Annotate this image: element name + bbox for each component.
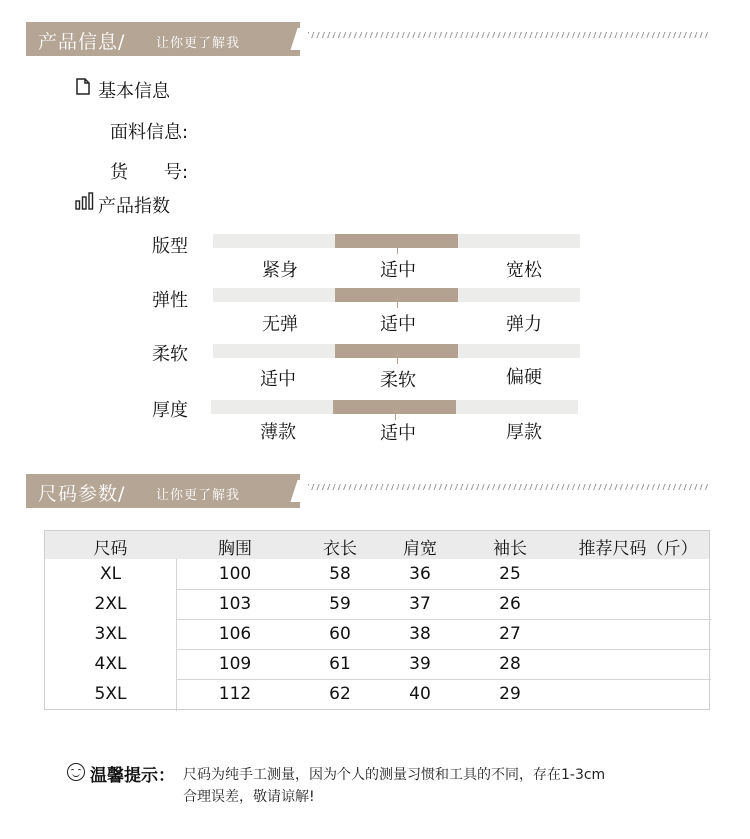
table-header-cell: 胸围 [218,539,252,559]
table-cell: 37 [409,594,431,614]
table-cell: 61 [329,654,351,674]
index-option: 适中 [380,423,416,444]
table-cell: 2XL [94,594,127,614]
table-header-cell: 袖长 [493,539,527,559]
smiley-icon [67,763,85,781]
table-cell: 59 [329,594,351,614]
table-cell: 29 [499,684,521,704]
index-row-label: 弹性 [152,290,188,311]
index-option: 无弹 [262,314,298,335]
index-option: 紧身 [262,260,298,281]
fabric-info-label: 面料信息: [110,122,189,143]
index-row-label: 版型 [152,236,188,257]
index-option: 适中 [380,260,416,281]
index-option: 宽松 [506,260,542,281]
table-cell: 26 [499,594,521,614]
table-cell: XL [99,564,122,584]
table-cell: 100 [218,564,252,584]
index-option: 弹力 [506,314,542,335]
index-option: 适中 [260,369,296,390]
size-table [44,530,710,710]
index-selected-segment [335,288,458,302]
basic-info-heading: 基本信息 [98,81,170,102]
banner-divider [308,32,710,38]
table-cell: 40 [409,684,431,704]
table-cell: 58 [329,564,351,584]
banner-divider [308,484,710,490]
document-icon [76,78,90,95]
table-cell: 39 [409,654,431,674]
table-cell: 28 [499,654,521,674]
table-cell: 106 [218,624,252,644]
index-selected-segment [333,400,456,414]
table-cell: 3XL [94,624,127,644]
table-cell: 60 [329,624,351,644]
index-option: 薄款 [260,422,296,443]
tip-text-line1: 尺码为纯手工测量，因为个人的测量习惯和工具的不同，存在1-3cm [183,767,606,783]
table-cell: 38 [409,624,431,644]
product-index-heading: 产品指数 [98,196,170,217]
table-cell: 5XL [94,684,127,704]
index-row-label: 厚度 [152,400,188,421]
banner-subtitle: 让你更了解我 [156,36,241,51]
table-cell: 62 [329,684,351,704]
section-banner-size [26,474,300,508]
table-header-cell: 肩宽 [403,539,437,559]
index-row-label: 柔软 [152,344,188,365]
index-bar [213,344,580,358]
table-cell: 109 [218,654,252,674]
banner-title: 尺码参数/ [38,483,126,505]
table-cell: 112 [218,684,252,704]
index-option: 柔软 [380,370,416,391]
index-option: 厚款 [506,422,542,443]
index-selected-segment [335,234,458,248]
index-bar [213,288,580,302]
index-option: 适中 [380,314,416,335]
index-selected-segment [335,344,458,358]
index-option: 偏硬 [506,367,542,388]
table-cell: 4XL [94,654,127,674]
item-number-label: 货 号: [110,162,189,183]
bar-chart-icon [75,192,95,210]
table-header-cell: 推荐尺码（斤） [578,539,698,559]
table-cell: 103 [218,594,252,614]
table-cell: 27 [499,624,521,644]
banner-title: 产品信息/ [38,31,126,53]
index-bar [211,400,578,414]
table-header-cell: 尺码 [93,539,128,559]
tip-label: 温馨提示： [90,766,175,786]
table-header-cell: 衣长 [323,539,357,559]
index-bar [213,234,580,248]
table-cell: 25 [499,564,521,584]
table-cell: 36 [409,564,431,584]
section-banner-product [26,22,300,56]
banner-subtitle: 让你更了解我 [156,488,241,503]
tip-text-line2: 合理误差，敬请谅解! [183,789,315,805]
